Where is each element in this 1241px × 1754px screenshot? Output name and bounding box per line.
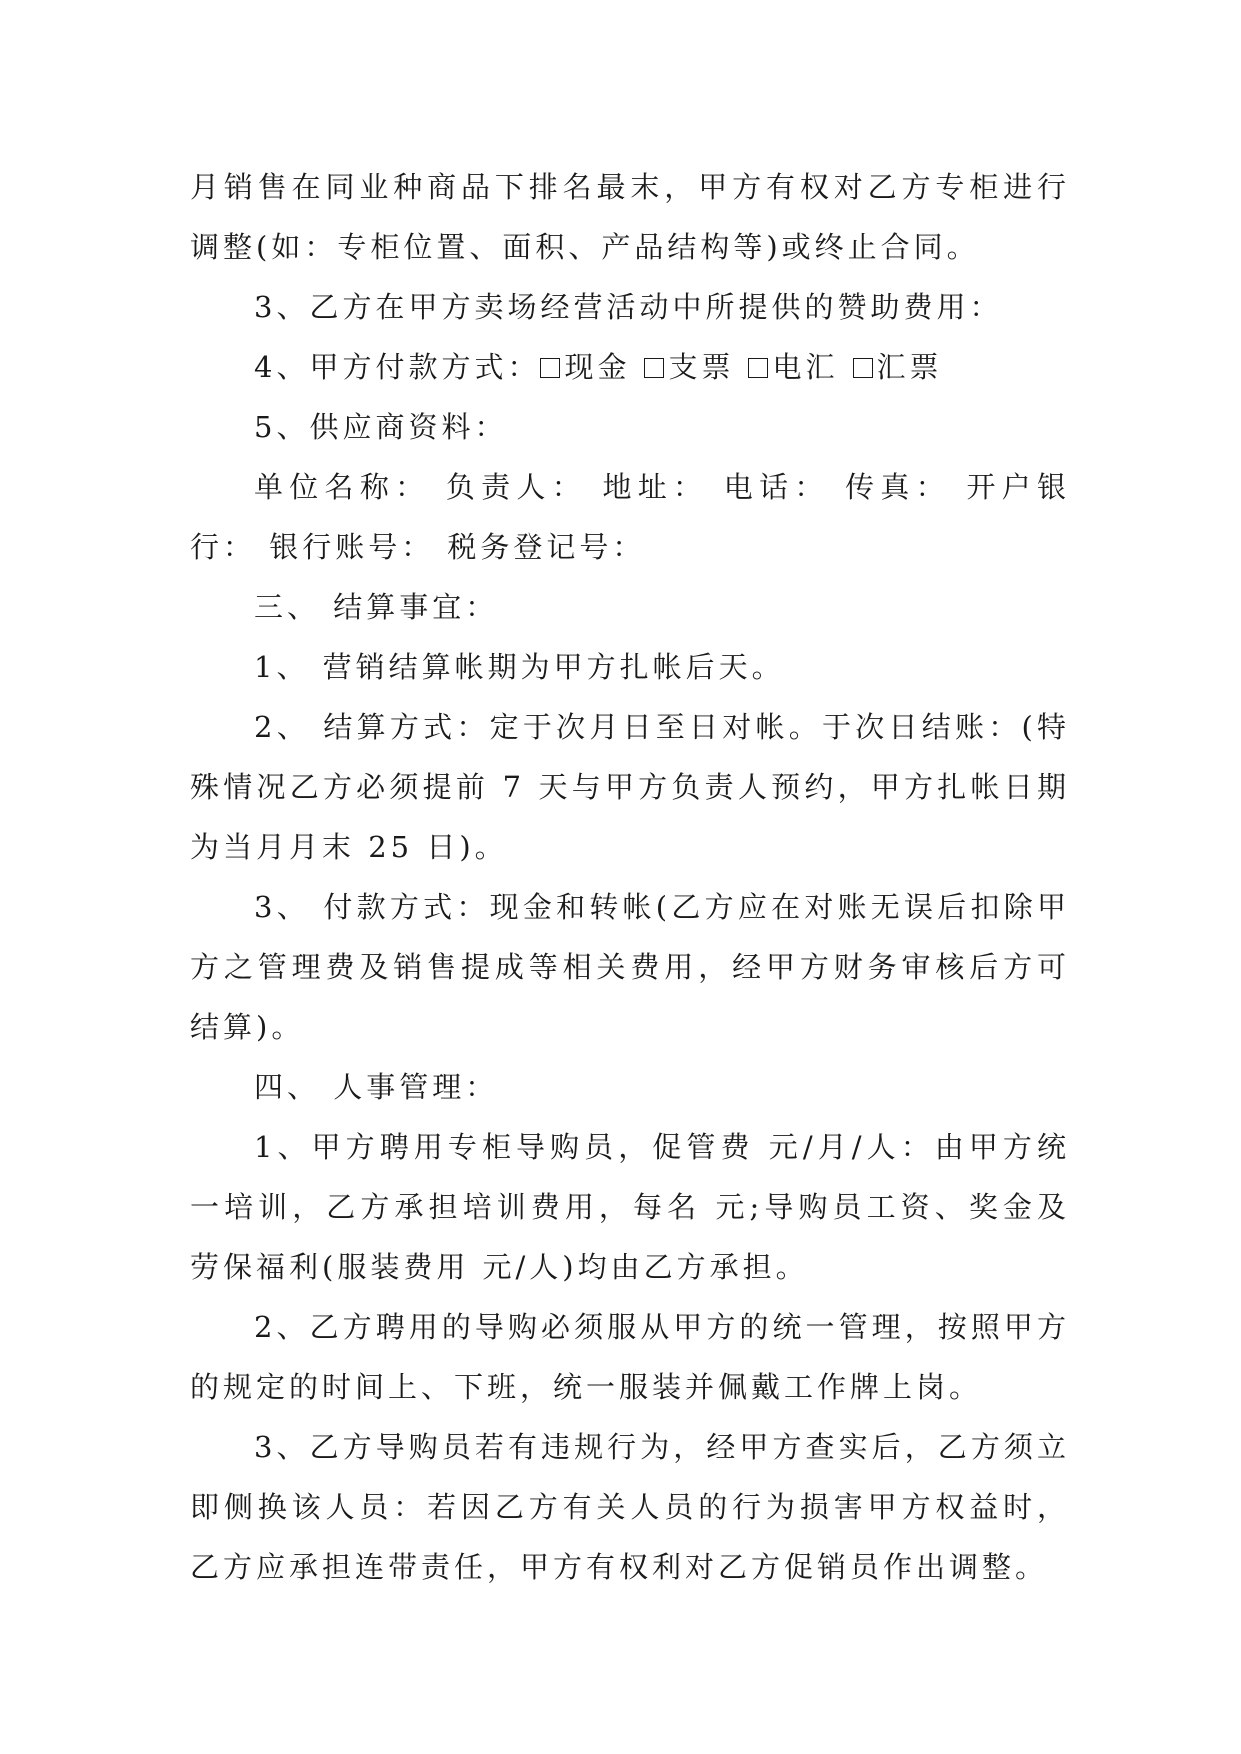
payment-option-label: 电汇 [772, 350, 839, 384]
document-body [190, 157, 1070, 1597]
paragraph-staff-violations: 3、乙方导购员若有违规行为，经甲方查实后，乙方须立即侧换该人员：若因乙方有关人员的行为损害甲方权益时，乙方应承担连带责任，甲方有权利对乙方促销员作出调整。 [190, 1430, 1070, 1584]
payment-option-wire[interactable] [748, 350, 838, 384]
payment-option-check[interactable] [644, 350, 734, 384]
checkbox-icon[interactable] [748, 358, 768, 378]
payment-option-label: 汇票 [876, 350, 943, 384]
paragraph-supplier-info-heading: 5、供应商资料： [254, 410, 508, 444]
payment-option-draft[interactable] [853, 350, 943, 384]
paragraph-ranking-clause: 月销售在同业种商品下排名最末，甲方有权对乙方专柜进行调整(如：专柜位置、面积、产品结构等)或终止合同。 [190, 170, 1070, 264]
payment-method-label: 4、甲方付款方式： [254, 350, 541, 384]
payment-option-label: 支票 [668, 350, 735, 384]
paragraph-payment-terms: 3、 付款方式：现金和转帐(乙方应在对账无误后扣除甲方之管理费及销售提成等相关费用，经甲方财务审核后方可结算)。 [190, 890, 1070, 1044]
checkbox-icon[interactable] [853, 358, 873, 378]
payment-option-label: 现金 [564, 350, 631, 384]
paragraph-settlement-method: 2、 结算方式：定于次月日至日对帐。于次日结账：(特殊情况乙方必须提前 7 天与甲方负责人预约，甲方扎帐日期为当月月末 25 日)。 [190, 710, 1070, 864]
section-heading-personnel: 四、 人事管理： [254, 1070, 499, 1104]
paragraph-staff-management: 2、乙方聘用的导购必须服从甲方的统一管理，按照甲方的规定的时间上、下班，统一服装并佩戴工作牌上岗。 [190, 1310, 1070, 1404]
checkbox-icon[interactable] [644, 358, 664, 378]
paragraph-settlement-period: 1、 营销结算帐期为甲方扎帐后天。 [254, 650, 785, 684]
paragraph-supplier-fields: 单位名称： 负责人： 地址： 电话： 传真： 开户银行： 银行账号： 税务登记号： [190, 470, 1070, 564]
checkbox-icon[interactable] [540, 358, 560, 378]
paragraph-payment-method [190, 337, 1070, 397]
payment-option-cash[interactable] [540, 350, 630, 384]
section-heading-settlement: 三、 结算事宜： [254, 590, 499, 624]
paragraph-sales-staff-fees: 1、甲方聘用专柜导购员，促管费 元/月/人：由甲方统一培训，乙方承担培训费用，每名 元;导购员工资、奖金及劳保福利(服装费用 元/人)均由乙方承担。 [190, 1130, 1070, 1284]
paragraph-sponsorship-fee: 3、乙方在甲方卖场经营活动中所提供的赞助费用： [254, 290, 1003, 324]
